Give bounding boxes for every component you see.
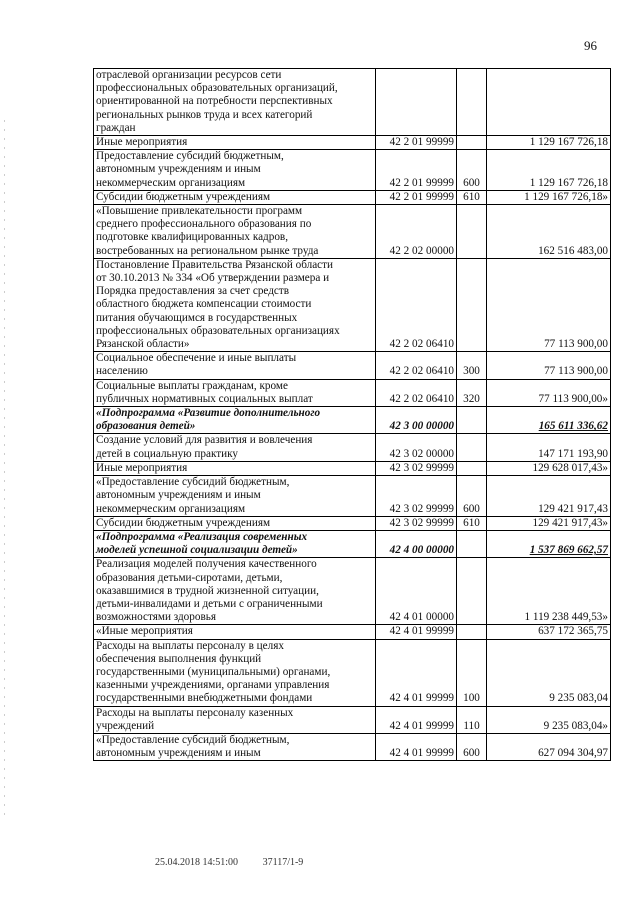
footer-datetime: 25.04.2018 14:51:00 [155, 857, 239, 868]
row-name: Создание условий для развития и вовлечения детей в социальную практику [94, 434, 376, 461]
row-sum: 1 129 167 726,18 [487, 136, 611, 150]
row-code: 42 3 02 00000 [376, 434, 457, 461]
table-row [94, 150, 611, 191]
row-name: Предоставление субсидий бюджетным, автономным учреждениям и иным некоммерческим организациям [94, 150, 376, 191]
row-name: Иные мероприятия [94, 136, 376, 150]
row-name: Иные мероприятия [94, 461, 376, 475]
row-expense-type [457, 136, 487, 150]
row-expense-type: 100 [457, 639, 487, 706]
table-row [94, 530, 611, 557]
row-code: 42 2 02 06410 [376, 352, 457, 379]
row-sum: 77 113 900,00 [487, 258, 611, 351]
page-number: 96 [584, 38, 597, 53]
row-sum: 1 537 869 662,57 [487, 530, 611, 557]
row-code: 42 2 01 99999 [376, 190, 457, 204]
row-expense-type: 600 [457, 150, 487, 191]
row-name: Субсидии бюджетным учреждениям [94, 190, 376, 204]
table-row [94, 625, 611, 639]
table-row [94, 461, 611, 475]
row-name: Социальное обеспечение и иные выплаты населению [94, 352, 376, 379]
row-expense-type: 610 [457, 516, 487, 530]
row-expense-type: 600 [457, 733, 487, 760]
row-name: Реализация моделей получения качественного образования детьми-сиротами, детьми, оказавшимися в трудной жизненной ситуации, детьми-инвалидами и детьми с ограниченными возможностями здоровья [94, 558, 376, 625]
row-code: 42 3 02 99999 [376, 476, 457, 517]
table-row [94, 190, 611, 204]
row-expense-type [457, 434, 487, 461]
row-sum: 1 129 167 726,18 [487, 150, 611, 191]
row-sum: 9 235 083,04» [487, 706, 611, 733]
row-name: «Повышение привлекательности программ среднего профессионального образования по подготовке квалифицированных кадров, востребованных на региональном рынке труда [94, 205, 376, 259]
row-code: 42 2 01 99999 [376, 150, 457, 191]
row-name: Расходы на выплаты персоналу в целях обеспечения выполнения функций государственными (муниципальными) органами, казенными учреждениями, органами управления государственными внебюджетными фондами [94, 639, 376, 706]
table-row [94, 558, 611, 625]
table-row [94, 733, 611, 760]
table-row [94, 706, 611, 733]
table-row [94, 516, 611, 530]
row-sum: 637 172 365,75 [487, 625, 611, 639]
table-row [94, 205, 611, 259]
row-code: 42 3 02 99999 [376, 516, 457, 530]
row-sum: 9 235 083,04 [487, 639, 611, 706]
row-code: 42 4 01 00000 [376, 558, 457, 625]
row-name: «Предоставление субсидий бюджетным, автономным учреждениям и иным некоммерческим организациям [94, 476, 376, 517]
row-name: «Предоставление субсидий бюджетным, автономным учреждениям и иным [94, 733, 376, 760]
row-expense-type [457, 407, 487, 434]
row-expense-type [457, 558, 487, 625]
table-row [94, 639, 611, 706]
row-code: 42 3 02 99999 [376, 461, 457, 475]
table-row [94, 434, 611, 461]
row-code: 42 2 01 99999 [376, 136, 457, 150]
row-name: Постановление Правительства Рязанской области от 30.10.2013 № 334 «Об утверждении размера и Порядка предоставления за счет средств областного бюджета компенсации стоимости питания обучающимся в государственных профессиональных образовательных организациях Рязанской области» [94, 258, 376, 351]
row-expense-type: 600 [457, 476, 487, 517]
row-sum: 162 516 483,00 [487, 205, 611, 259]
row-name: Расходы на выплаты персоналу казенных учреждений [94, 706, 376, 733]
row-code: 42 3 00 00000 [376, 407, 457, 434]
row-sum: 129 421 917,43 [487, 476, 611, 517]
row-sum [487, 69, 611, 136]
row-sum: 1 119 238 449,53» [487, 558, 611, 625]
budget-table-body [94, 69, 611, 761]
table-row [94, 352, 611, 379]
row-sum: 1 129 167 726,18» [487, 190, 611, 204]
row-expense-type: 320 [457, 379, 487, 406]
row-name: «Подпрограмма «Реализация современных моделей успешной социализации детей» [94, 530, 376, 557]
row-sum: 147 171 193,90 [487, 434, 611, 461]
row-expense-type [457, 258, 487, 351]
row-code: 42 4 01 99999 [376, 706, 457, 733]
row-code: 42 2 02 06410 [376, 258, 457, 351]
row-expense-type: 300 [457, 352, 487, 379]
row-name: «Иные мероприятия [94, 625, 376, 639]
row-code: 42 2 02 06410 [376, 379, 457, 406]
row-sum: 165 611 336,62 [487, 407, 611, 434]
table-row [94, 476, 611, 517]
row-sum: 77 113 900,00» [487, 379, 611, 406]
row-code [376, 69, 457, 136]
row-name: «Подпрограмма «Развитие дополнительного образования детей» [94, 407, 376, 434]
table-row [94, 379, 611, 406]
table-row [94, 407, 611, 434]
row-name: Социальные выплаты гражданам, кроме публичных нормативных социальных выплат [94, 379, 376, 406]
footer-doc-id: 37117/1-9 [262, 857, 304, 868]
row-expense-type [457, 461, 487, 475]
row-expense-type: 610 [457, 190, 487, 204]
row-code: 42 4 01 99999 [376, 733, 457, 760]
table-row [94, 136, 611, 150]
row-sum: 129 421 917,43» [487, 516, 611, 530]
row-code: 42 2 02 00000 [376, 205, 457, 259]
row-expense-type [457, 530, 487, 557]
row-expense-type [457, 625, 487, 639]
footer [155, 857, 303, 868]
table-row [94, 69, 611, 136]
row-code: 42 4 00 00000 [376, 530, 457, 557]
scan-margin-mark [4, 120, 5, 820]
row-expense-type [457, 69, 487, 136]
row-name: Субсидии бюджетным учреждениям [94, 516, 376, 530]
row-expense-type: 110 [457, 706, 487, 733]
row-code: 42 4 01 99999 [376, 639, 457, 706]
table-row [94, 258, 611, 351]
row-sum: 129 628 017,43» [487, 461, 611, 475]
row-sum: 77 113 900,00 [487, 352, 611, 379]
budget-table [93, 68, 611, 761]
row-sum: 627 094 304,97 [487, 733, 611, 760]
row-name: отраслевой организации ресурсов сети профессиональных образовательных организаций, ориентированной на потребности перспективных региональных рынков труда и всех категорий граждан [94, 69, 376, 136]
row-code: 42 4 01 99999 [376, 625, 457, 639]
row-expense-type [457, 205, 487, 259]
